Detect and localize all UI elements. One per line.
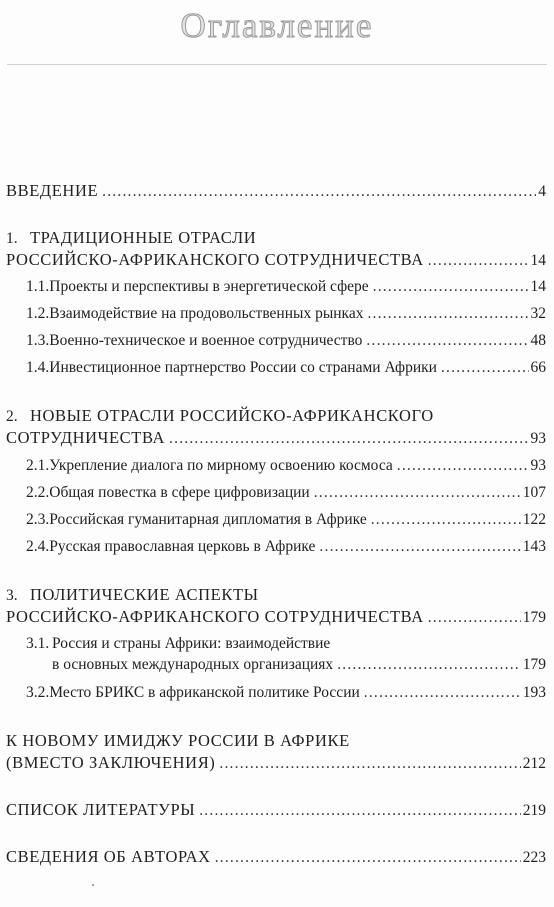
dot-leader	[199, 801, 521, 821]
dot-leader	[428, 251, 529, 271]
toc-page-number: 66	[530, 359, 546, 376]
section-number: 2.	[6, 408, 18, 425]
toc-entry-3-1[interactable]	[26, 634, 330, 654]
subsection-number: 2.1.	[26, 457, 50, 474]
section-title-line2: РОССИЙСКО-АФРИКАНСКОГО СОТРУДНИЧЕСТВА	[6, 607, 424, 626]
subsection-title: Россия и страны Африки: взаимодействие	[52, 635, 331, 652]
toc-page-number: 212	[522, 755, 546, 772]
dot-leader	[319, 537, 520, 557]
toc-conclusion-heading-cont[interactable]	[6, 753, 546, 774]
toc-conclusion-heading[interactable]	[6, 731, 350, 751]
toc-section-2-heading[interactable]	[6, 406, 434, 427]
subsection-title: Место БРИКС в африканской политике России	[49, 684, 360, 701]
dot-leader	[373, 277, 529, 297]
subsection-title: Русская православная церковь в Африке	[49, 538, 316, 555]
dot-leader	[169, 429, 528, 449]
dot-leader	[219, 754, 520, 774]
dot-leader	[428, 608, 521, 628]
subsection-title: Российская гуманитарная дипломатия в Африке	[49, 511, 367, 528]
section-title-line2: РОССИЙСКО-АФРИКАНСКОГО СОТРУДНИЧЕСТВА	[6, 250, 424, 269]
toc-page-number: 93	[530, 457, 546, 474]
page-title: Оглавление	[180, 6, 374, 45]
dot-leader	[441, 358, 529, 378]
subsection-number: 3.1.	[26, 635, 50, 652]
toc-entry-2-1[interactable]	[26, 456, 546, 476]
toc-entry-2-3[interactable]	[26, 510, 546, 530]
toc-page-number: 179	[522, 609, 546, 626]
toc-entry-label: СПИСОК ЛИТЕРАТУРЫ	[6, 800, 196, 819]
subsection-title: Общая повестка в сфере цифровизации	[49, 484, 310, 501]
toc-entry-3-1-cont[interactable]	[52, 655, 546, 675]
toc-section-1-heading-cont[interactable]	[6, 250, 546, 271]
toc-page-number: 223	[522, 849, 546, 866]
toc-page-number: 93	[530, 430, 546, 447]
dot-leader	[337, 655, 521, 675]
section-title-line2: СОТРУДНИЧЕСТВА	[6, 428, 166, 447]
toc-page-number: 48	[530, 332, 546, 349]
subsection-title: Укрепление диалога по мирному освоению космоса	[49, 457, 393, 474]
subsection-number: 2.3.	[26, 511, 50, 528]
section-title-line1: НОВЫЕ ОТРАСЛИ РОССИЙСКО-АФРИКАНСКОГО	[30, 406, 434, 425]
toc-section-3-heading[interactable]	[6, 585, 259, 606]
subsection-number: 1.4.	[26, 359, 50, 376]
dot-leader	[364, 683, 521, 703]
toc-entry-1-1[interactable]	[26, 277, 546, 297]
dot-leader	[371, 510, 521, 530]
toc-entry-1-4[interactable]	[26, 358, 546, 378]
subsection-number: 2.4.	[26, 538, 50, 555]
toc-page-number: 179	[522, 656, 546, 673]
dot-leader	[397, 456, 529, 476]
dot-leader	[366, 331, 528, 351]
subsection-number: 1.2.	[26, 305, 50, 322]
section-title-line1: ПОЛИТИЧЕСКИЕ АСПЕКТЫ	[30, 585, 259, 604]
toc-page-number: 14	[530, 252, 546, 269]
toc-page-number: 193	[522, 684, 546, 701]
subsection-title: Взаимодействие на продовольственных рынках	[49, 305, 364, 322]
toc-entry-label: СВЕДЕНИЯ ОБ АВТОРАХ	[6, 847, 211, 866]
toc-page-number: 14	[530, 278, 546, 295]
subsection-title: Инвестиционное партнерство России со странами Африки	[49, 359, 437, 376]
subsection-number: 1.3.	[26, 332, 50, 349]
dot-leader	[215, 848, 521, 868]
toc-page-number: 107	[522, 484, 546, 501]
toc-page-number: 4	[538, 183, 546, 200]
toc-entry-2-4[interactable]	[26, 537, 546, 557]
toc-section-1-heading[interactable]	[6, 228, 256, 249]
section-number: 3.	[6, 587, 18, 604]
toc-entry-1-3[interactable]	[26, 331, 546, 351]
section-number: 1.	[6, 230, 18, 247]
toc-page-number: 219	[522, 802, 546, 819]
toc-page-number: 32	[530, 305, 546, 322]
toc-entry-2-2[interactable]	[26, 483, 546, 503]
subsection-title: Проекты и перспективы в энергетической сфере	[49, 278, 369, 295]
toc-entry-label: ВВЕДЕНИЕ	[6, 181, 99, 200]
toc-page-number: 143	[522, 538, 546, 555]
dot-leader	[102, 182, 536, 202]
conclusion-title-line2: (ВМЕСТО ЗАКЛЮЧЕНИЯ)	[6, 753, 216, 772]
toc-section-2-heading-cont[interactable]	[6, 428, 546, 449]
dot-leader	[367, 304, 528, 324]
subsection-number: 2.2.	[26, 484, 50, 501]
subsection-title: Военно-техническое и военное сотрудничество	[49, 332, 363, 349]
subsection-title-line2: в основных международных организациях	[52, 656, 334, 673]
toc-entry-3-2[interactable]	[26, 683, 546, 703]
scan-speck	[92, 884, 94, 886]
toc-entry-1-2[interactable]	[26, 304, 546, 324]
toc-page-number: 122	[522, 511, 546, 528]
subsection-number: 1.1.	[26, 278, 50, 295]
toc-entry-intro[interactable]	[6, 181, 546, 202]
toc-entry-authors[interactable]	[6, 847, 546, 868]
toc-section-3-heading-cont[interactable]	[6, 607, 546, 628]
toc-entry-literature[interactable]	[6, 800, 546, 821]
conclusion-title-line1: К НОВОМУ ИМИДЖУ РОССИИ В АФРИКЕ	[6, 731, 350, 750]
subsection-number: 3.2.	[26, 684, 50, 701]
section-title-line1: ТРАДИЦИОННЫЕ ОТРАСЛИ	[30, 228, 257, 247]
dot-leader	[314, 483, 521, 503]
